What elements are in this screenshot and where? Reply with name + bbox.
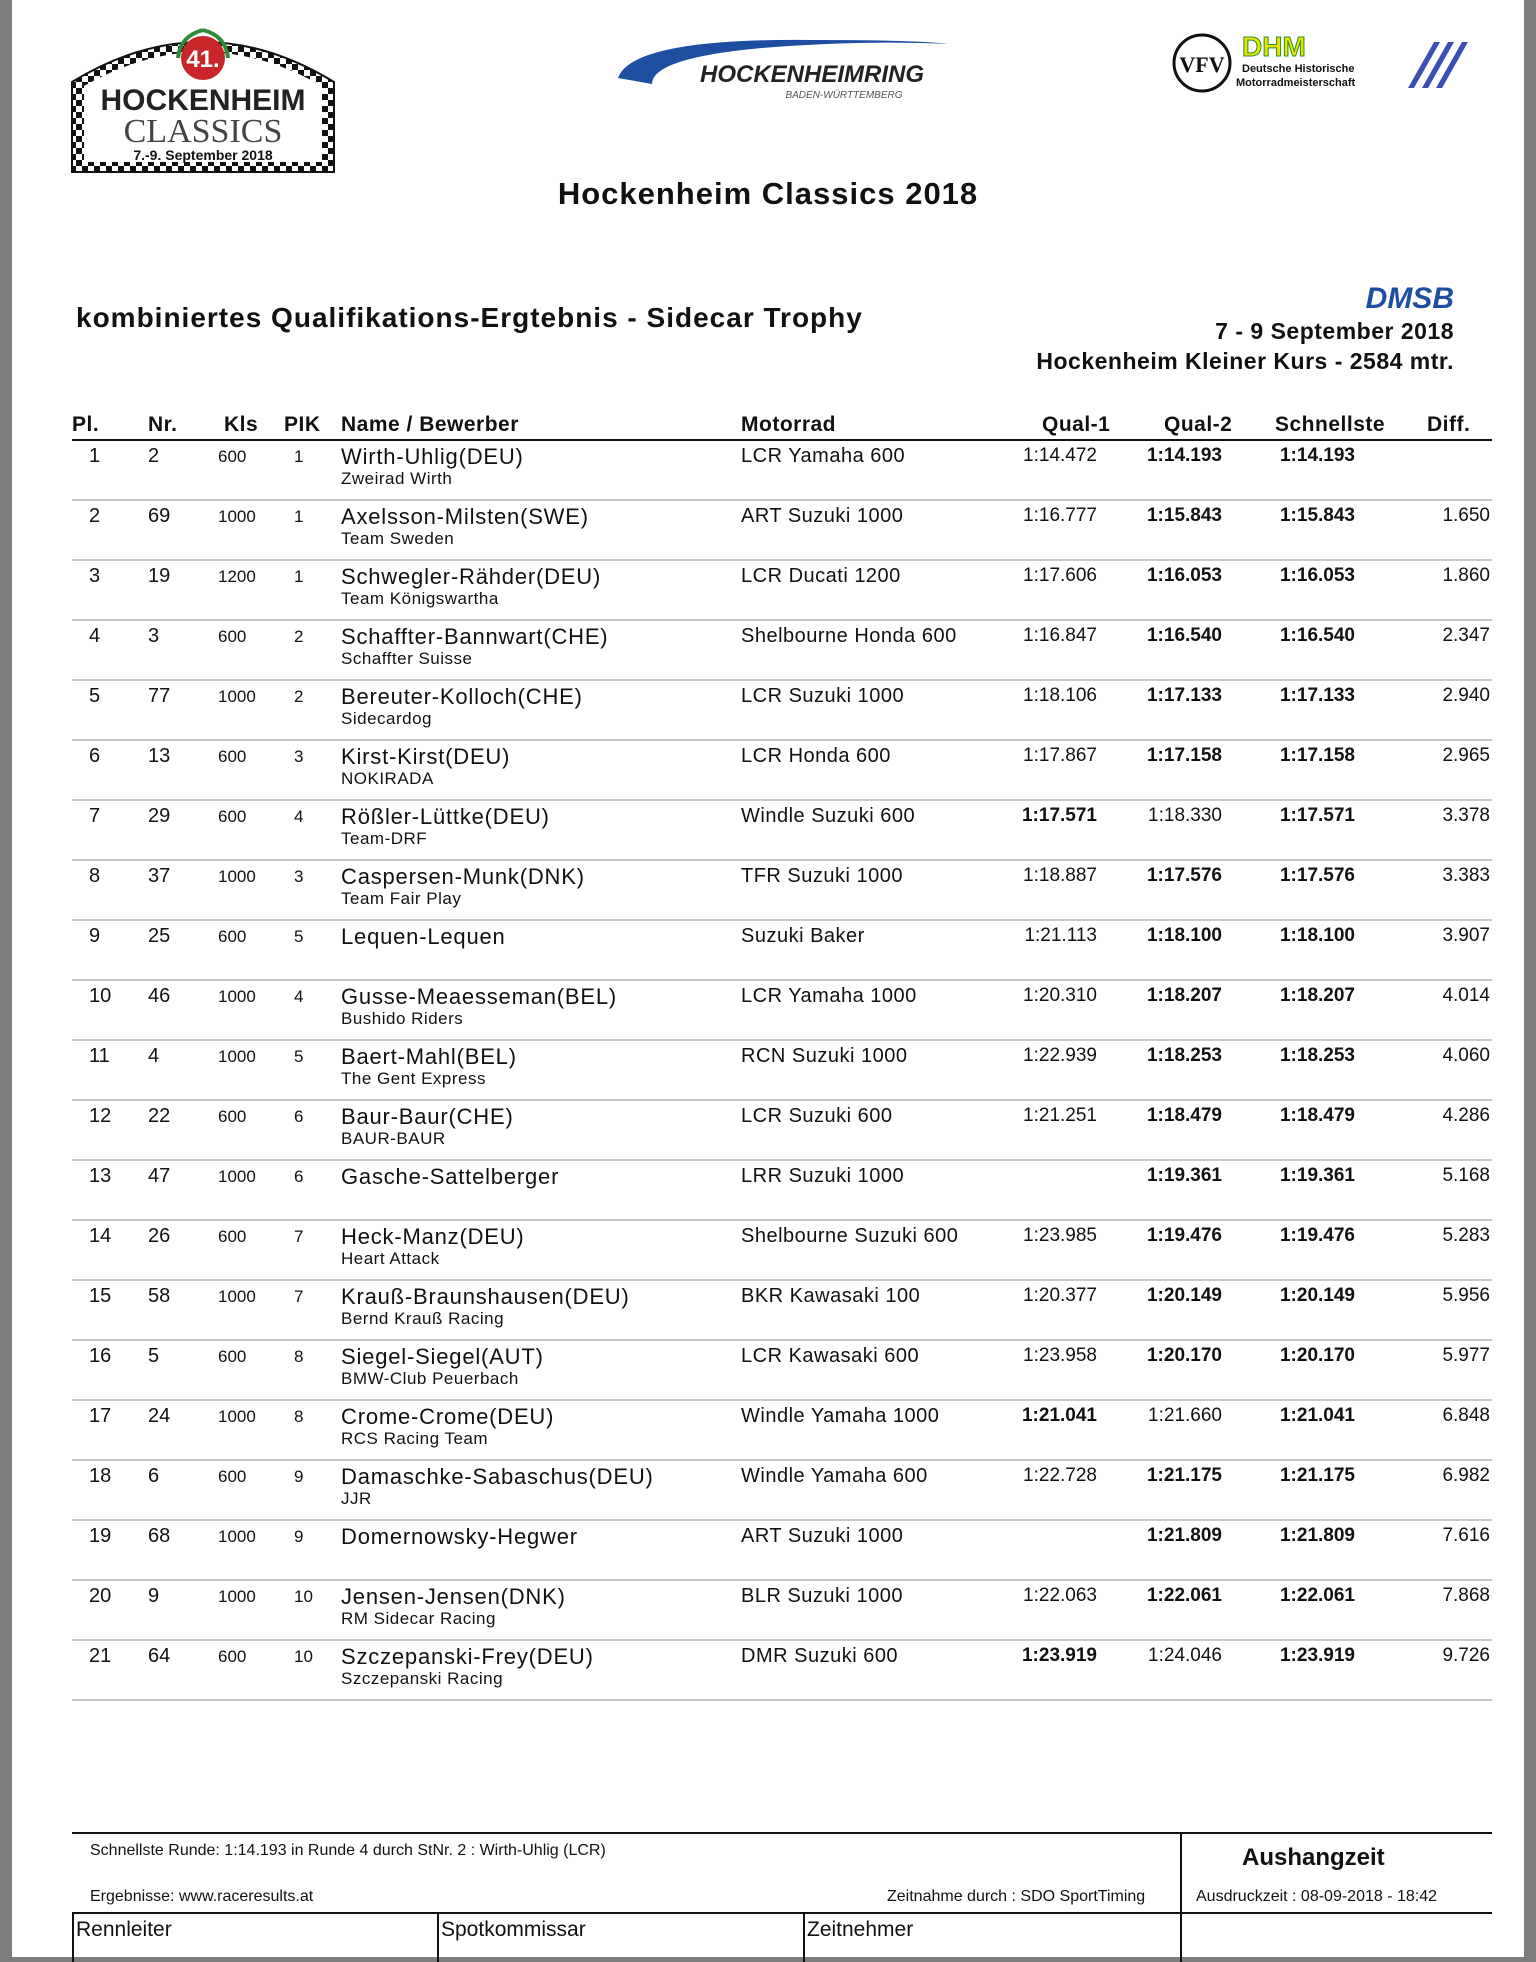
gap: 6.848 [1442,1405,1490,1426]
rider-name: Bereuter-Kolloch(CHE) [341,684,583,709]
qual2-time: 1:15.843 [1146,505,1222,526]
best-time: 1:20.170 [1279,1345,1355,1366]
logo-badge: 41. [186,46,220,73]
sign-sport-commissioner: Spotkommissar [441,1918,586,1941]
col-header-pl: Pl. [72,413,100,436]
class-place: 10 [294,1647,313,1666]
dhm-name: DHM [1242,31,1306,62]
team-name: Team Fair Play [341,889,462,908]
qual2-time: 1:20.149 [1146,1285,1222,1306]
best-time: 1:16.540 [1279,625,1355,646]
team-name: RM Sidecar Racing [341,1609,496,1628]
table-row [72,681,1492,741]
hockenheim-classics-logo [70,22,336,174]
place: 3 [89,565,101,587]
team-name: BAUR-BAUR [341,1129,446,1148]
team-name: Team-DRF [341,829,428,848]
class-place: 2 [294,627,304,646]
start-number: 9 [148,1585,160,1607]
dhm-line1: Deutsche Historische [1242,63,1355,75]
start-number: 13 [148,745,171,767]
qual2-time: 1:21.660 [1148,1405,1222,1426]
qual1-time: 1:17.867 [1023,745,1097,766]
qual2-time: 1:16.540 [1146,625,1222,646]
team-name: Sidecardog [341,709,433,728]
timing-provider: Zeitnahme durch : SDO SportTiming [887,1888,1146,1905]
qual2-time: 1:18.253 [1146,1045,1222,1066]
class: 600 [218,447,247,466]
sign-timekeeper: Zeitnehmer [807,1918,914,1941]
hockenheimring-logo [612,34,952,104]
gap: 4.060 [1442,1045,1490,1066]
qual1-time: 1:21.041 [1021,1405,1097,1426]
results-subtitle: kombiniertes Qualifikations-Ergtebnis - Sidecar Trophy [76,302,863,333]
table-row [72,1101,1492,1161]
motorcycle: LCR Kawasaki 600 [741,1345,920,1367]
table-row [72,1041,1492,1101]
qual2-time: 1:21.175 [1146,1465,1222,1486]
gap: 7.616 [1442,1525,1490,1546]
rider-name: Baert-Mahl(BEL) [341,1044,517,1069]
gap: 1.860 [1442,565,1490,586]
best-time: 1:17.158 [1279,745,1355,766]
rider-name: Szczepanski-Frey(DEU) [341,1644,594,1669]
best-time: 1:17.133 [1279,685,1355,706]
class-place: 8 [294,1347,304,1366]
ring-sub: BADEN-WÜRTTEMBERG [785,90,903,101]
team-name: RCS Racing Team [341,1429,489,1448]
table-row [72,1161,1492,1221]
best-time: 1:15.843 [1279,505,1355,526]
best-time: 1:19.476 [1279,1225,1355,1246]
table-row [72,1521,1492,1581]
rider-name: Schwegler-Rähder(DEU) [341,564,602,589]
class: 1000 [218,1527,256,1546]
motorcycle: Suzuki Baker [741,925,865,947]
qual1-time: 1:23.958 [1023,1345,1097,1366]
table-row [72,1461,1492,1521]
motorcycle: LCR Suzuki 1000 [741,685,905,707]
page-title: Hockenheim Classics 2018 [557,176,979,211]
start-number: 22 [148,1105,171,1127]
motorcycle: RCN Suzuki 1000 [741,1045,908,1067]
rider-name: Gusse-Meaesseman(BEL) [341,984,618,1009]
rider-name: Damaschke-Sabaschus(DEU) [341,1464,654,1489]
qual2-time: 1:14.193 [1146,445,1222,466]
best-time: 1:18.100 [1279,925,1355,946]
event-track: Hockenheim Kleiner Kurs - 2584 mtr. [1036,348,1454,374]
rider-name: Baur-Baur(CHE) [341,1104,514,1129]
qual1-time: 1:21.113 [1024,925,1097,946]
class: 600 [218,1467,247,1486]
motorcycle: LCR Suzuki 600 [741,1105,893,1127]
qual1-time: 1:17.606 [1023,565,1097,586]
col-header-best: Schnellste [1275,413,1386,436]
rider-name: Schaffter-Bannwart(CHE) [341,624,609,649]
table-row [72,561,1492,621]
team-name: Bernd Krauß Racing [341,1309,505,1328]
table-row [72,1401,1492,1461]
gap: 2.965 [1442,745,1490,766]
class-place: 1 [294,567,304,586]
class-place: 6 [294,1167,304,1186]
table-row [72,1581,1492,1641]
start-number: 29 [148,805,171,827]
motorcycle: LCR Yamaha 1000 [741,985,917,1007]
col-header-name: Name / Bewerber [341,413,519,436]
motorcycle: BKR Kawasaki 100 [741,1285,921,1307]
qual1-time: 1:20.377 [1023,1285,1097,1306]
rider-name: Gasche-Sattelberger [341,1164,560,1189]
col-header-q2: Qual-2 [1164,413,1233,436]
qual2-time: 1:18.207 [1146,985,1222,1006]
place: 10 [89,985,112,1007]
rider-name: Domernowsky-Hegwer [341,1524,578,1549]
team-name: The Gent Express [341,1069,487,1088]
qual1-time: 1:22.939 [1023,1045,1097,1066]
qual2-time: 1:19.476 [1146,1225,1222,1246]
qual2-time: 1:20.170 [1146,1345,1222,1366]
class-place: 10 [294,1587,313,1606]
class-place: 6 [294,1107,304,1126]
class: 1000 [218,507,256,526]
start-number: 24 [148,1405,171,1427]
logo-line2: CLASSICS [123,113,283,150]
dmsb-text: DMSB [1365,282,1454,312]
place: 14 [89,1225,112,1247]
class: 600 [218,1107,247,1126]
col-header-pik: PIK [284,413,321,436]
motorcycle: Windle Yamaha 1000 [741,1405,940,1427]
table-row [72,981,1492,1041]
class-place: 4 [294,987,304,1006]
table-row [72,921,1492,981]
place: 9 [89,925,101,947]
best-time: 1:17.576 [1279,865,1355,886]
table-row [72,621,1492,681]
place: 7 [89,805,101,827]
start-number: 2 [148,445,160,467]
start-number: 6 [148,1465,160,1487]
place: 2 [89,505,101,527]
qual1-time: 1:18.106 [1023,685,1097,706]
gap: 4.286 [1442,1105,1490,1126]
sign-race-director: Rennleiter [76,1918,172,1941]
place: 8 [89,865,101,887]
team-name: Team Königswartha [341,589,499,608]
place: 19 [89,1525,112,1547]
class: 600 [218,1227,247,1246]
class: 1000 [218,1407,256,1426]
best-time: 1:21.041 [1279,1405,1355,1426]
sign-divider [72,1912,74,1962]
place: 15 [89,1285,112,1307]
place: 17 [89,1405,112,1427]
qual1-time: 1:22.063 [1023,1585,1097,1606]
class-place: 5 [294,927,304,946]
start-number: 19 [148,565,171,587]
team-name: JJR [341,1489,372,1508]
col-header-q1: Qual-1 [1042,413,1111,436]
place: 4 [89,625,101,647]
qual1-time: 1:23.919 [1021,1645,1097,1666]
gap: 5.283 [1442,1225,1490,1246]
best-time: 1:21.175 [1279,1465,1355,1486]
motorcycle: LCR Honda 600 [741,745,891,767]
class-place: 5 [294,1047,304,1066]
best-time: 1:16.053 [1279,565,1355,586]
class-place: 7 [294,1287,304,1306]
col-header-nr: Nr. [148,413,178,436]
qual2-time: 1:17.576 [1146,865,1222,886]
team-name: Schaffter Suisse [341,649,473,668]
logo-line1: HOCKENHEIM [100,84,306,117]
gap: 5.977 [1442,1345,1490,1366]
qual2-time: 1:18.479 [1146,1105,1222,1126]
qual2-time: 1:22.061 [1146,1585,1222,1606]
motorcycle: DMR Suzuki 600 [741,1645,899,1667]
start-number: 58 [148,1285,171,1307]
table-row [72,1221,1492,1281]
signature-line [72,1912,1492,1914]
ring-name: HOCKENHEIMRING [699,61,925,88]
qual1-time: 1:21.251 [1023,1105,1097,1126]
place: 18 [89,1465,112,1487]
team-name: Team Sweden [341,529,455,548]
class-place: 8 [294,1407,304,1426]
class: 600 [218,747,247,766]
start-number: 46 [148,985,171,1007]
col-header-diff: Diff. [1427,413,1471,436]
table-row [72,1341,1492,1401]
place: 1 [89,445,101,467]
sign-divider [1180,1912,1182,1962]
start-number: 69 [148,505,171,527]
motorcycle: Shelbourne Suzuki 600 [741,1225,959,1247]
motorcycle: ART Suzuki 1000 [741,505,904,527]
class-place: 3 [294,747,304,766]
rider-name: Kirst-Kirst(DEU) [341,744,511,769]
class: 600 [218,927,247,946]
start-number: 4 [148,1045,160,1067]
class: 1000 [218,987,256,1006]
best-time: 1:18.479 [1279,1105,1355,1126]
class: 1000 [218,1047,256,1066]
gap: 3.378 [1442,805,1490,826]
gap: 3.383 [1442,865,1490,886]
class: 1000 [218,867,256,886]
fastest-lap: Schnellste Runde: 1:14.193 in Runde 4 durch StNr. 2 : Wirth-Uhlig (LCR) [90,1842,606,1859]
results-page [12,0,1524,1957]
class-place: 2 [294,687,304,706]
gap: 5.956 [1442,1285,1490,1306]
class-place: 4 [294,807,304,826]
qual2-time: 1:18.330 [1148,805,1222,826]
footer [72,1832,1492,1959]
rider-name: Crome-Crome(DEU) [341,1404,555,1429]
gap: 6.982 [1442,1465,1490,1486]
qual1-time: 1:18.887 [1023,865,1097,886]
start-number: 37 [148,865,171,887]
motorcycle: ART Suzuki 1000 [741,1525,904,1547]
class-place: 3 [294,867,304,886]
table-row [72,861,1492,921]
dmsb-logo [1314,282,1454,312]
rider-name: Jensen-Jensen(DNK) [341,1584,566,1609]
start-number: 26 [148,1225,171,1247]
motorcycle: LRR Suzuki 1000 [741,1165,905,1187]
start-number: 47 [148,1165,171,1187]
class-place: 9 [294,1527,304,1546]
class: 600 [218,807,247,826]
qual1-time: 1:16.777 [1023,505,1097,526]
start-number: 68 [148,1525,171,1547]
print-time: Ausdruckzeit : 08-09-2018 - 18:42 [1196,1888,1438,1905]
best-time: 1:19.361 [1279,1165,1355,1186]
team-name: BMW-Club Peuerbach [341,1369,519,1388]
start-number: 25 [148,925,171,947]
rider-name: Siegel-Siegel(AUT) [341,1344,544,1369]
class: 1000 [218,1587,256,1606]
start-number: 3 [148,625,160,647]
col-header-kls: Kls [224,413,259,436]
gap: 9.726 [1442,1645,1490,1666]
motorcycle: LCR Yamaha 600 [741,445,906,467]
best-time: 1:22.061 [1279,1585,1355,1606]
gap: 2.940 [1442,685,1490,706]
qual1-time: 1:14.472 [1023,445,1097,466]
best-time: 1:21.809 [1279,1525,1355,1546]
class-place: 7 [294,1227,304,1246]
vfv-dhm-logo [1172,28,1472,98]
place: 11 [89,1045,110,1067]
qual2-time: 1:17.133 [1146,685,1222,706]
place: 13 [89,1165,112,1187]
qual2-time: 1:21.809 [1146,1525,1222,1546]
qual1-time: 1:20.310 [1023,985,1097,1006]
gap: 7.868 [1442,1585,1490,1606]
place: 20 [89,1585,112,1607]
table-row [72,1281,1492,1341]
vfv-initials: VFV [1179,52,1225,77]
gap: 1.650 [1442,505,1490,526]
place: 6 [89,745,101,767]
team-name: Zweirad Wirth [341,469,453,488]
sign-divider [437,1912,439,1962]
dhm-line2: Motorradmeisterschaft [1236,77,1356,89]
rider-name: Lequen-Lequen [341,924,506,949]
best-time: 1:23.919 [1279,1645,1355,1666]
start-number: 77 [148,685,171,707]
rider-name: Rößler-Lüttke(DEU) [341,804,550,829]
qual1-time: 1:17.571 [1021,805,1097,826]
rider-name: Wirth-Uhlig(DEU) [341,444,524,469]
qual1-time: 1:22.728 [1023,1465,1097,1486]
team-name: Szczepanski Racing [341,1669,504,1688]
qual2-time: 1:16.053 [1146,565,1222,586]
class: 600 [218,627,247,646]
rider-name: Krauß-Braunshausen(DEU) [341,1284,630,1309]
col-header-moto: Motorrad [741,413,836,436]
rider-name: Heck-Manz(DEU) [341,1224,525,1249]
motorcycle: Windle Suzuki 600 [741,805,916,827]
best-time: 1:17.571 [1279,805,1355,826]
place: 5 [89,685,101,707]
team-name: NOKIRADA [341,769,434,788]
rider-name: Caspersen-Munk(DNK) [341,864,585,889]
class: 1000 [218,687,256,706]
table-row [72,501,1492,561]
results-table [72,441,1492,1701]
table-row [72,441,1492,501]
team-name: Heart Attack [341,1249,440,1268]
class: 1200 [218,567,256,586]
class-place: 1 [294,507,304,526]
class: 1000 [218,1287,256,1306]
class: 600 [218,1647,247,1666]
table-row [72,1641,1492,1701]
gap: 2.347 [1442,625,1490,646]
class: 600 [218,1347,247,1366]
results-url: Ergebnisse: www.raceresults.at [90,1888,314,1905]
qual2-time: 1:24.046 [1148,1645,1222,1666]
qual1-time: 1:16.847 [1023,625,1097,646]
motorcycle: Shelbourne Honda 600 [741,625,957,647]
class: 1000 [218,1167,256,1186]
gap: 3.907 [1442,925,1490,946]
table-row [72,741,1492,801]
event-date: 7 - 9 September 2018 [1215,318,1454,344]
best-time: 1:20.149 [1279,1285,1355,1306]
start-number: 5 [148,1345,160,1367]
place: 12 [89,1105,112,1127]
class-place: 1 [294,447,304,466]
motorcycle: LCR Ducati 1200 [741,565,901,587]
qual2-time: 1:18.100 [1146,925,1222,946]
motorcycle: BLR Suzuki 1000 [741,1585,904,1607]
start-number: 64 [148,1645,171,1667]
team-name: Bushido Riders [341,1009,464,1028]
place: 16 [89,1345,112,1367]
qual2-time: 1:19.361 [1146,1165,1222,1186]
rider-name: Axelsson-Milsten(SWE) [341,504,589,529]
gap: 5.168 [1442,1165,1490,1186]
motorcycle: Windle Yamaha 600 [741,1465,928,1487]
class-place: 9 [294,1467,304,1486]
qual2-time: 1:17.158 [1146,745,1222,766]
table-header [72,413,1492,441]
sign-divider [803,1912,805,1962]
gap: 4.014 [1442,985,1490,1006]
qual1-time: 1:23.985 [1023,1225,1097,1246]
motorcycle: TFR Suzuki 1000 [741,865,904,887]
best-time: 1:14.193 [1279,445,1355,466]
table-row [72,801,1492,861]
logo-dates: 7.-9. September 2018 [133,147,273,163]
best-time: 1:18.207 [1279,985,1355,1006]
best-time: 1:18.253 [1279,1045,1355,1066]
place: 21 [89,1645,112,1667]
posting-time-label: Aushangzeit [1242,1844,1385,1871]
